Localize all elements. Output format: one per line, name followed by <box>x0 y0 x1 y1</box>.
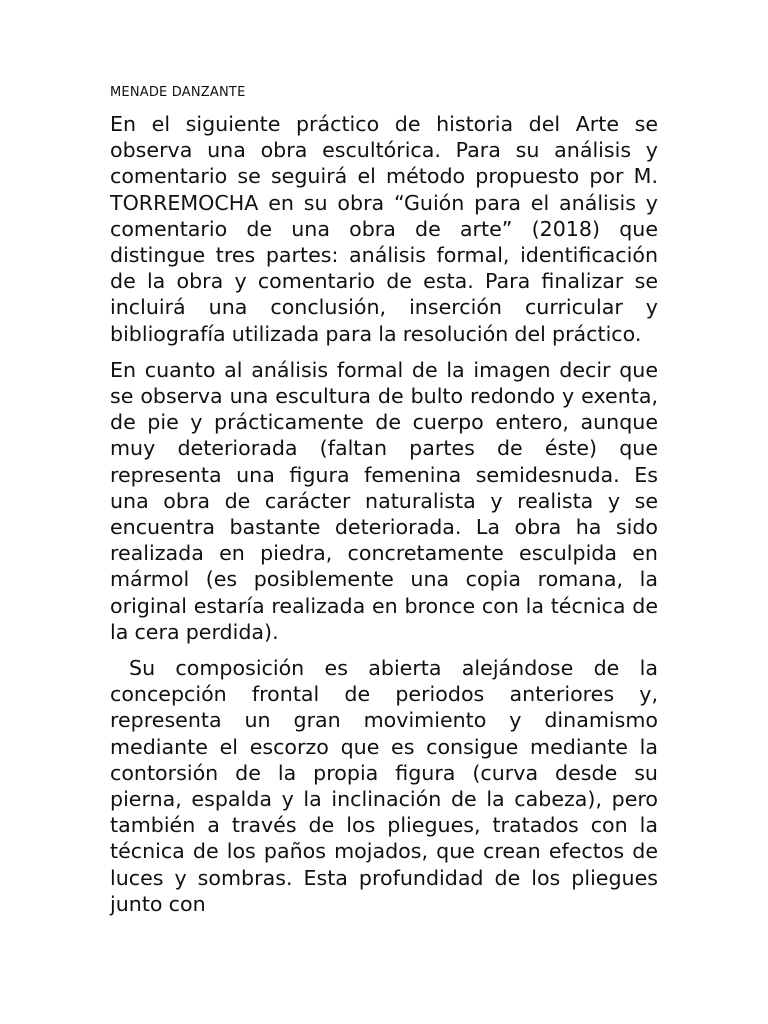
document-body <box>110 84 658 927</box>
paragraph-composition: Su composición es abierta alejándose de la concepción frontal de periodos anteriores y, representa un gran movimiento y dinamismo mediante el escorzo que es consigue mediante la contorsión de la propia figura (curva desde su pierna, espalda y la inclinación de la cabeza), pero también a través de los pliegues, tratados con la técnica de los paños mojados, que crean efectos de luces y sombras. Esta profundidad de los pliegues junto con <box>110 656 658 916</box>
paragraph-formal-analysis: En cuanto al análisis formal de la imagen decir que se observa una escultura de bulto redondo y exenta, de pie y prácticamente de cuerpo entero, aunque muy deteriorada (faltan partes de éste) que representa una figura femenina semidesnuda. Es una obra de carácter naturalista y realista y se encuentra bastante deteriorada. La obra ha sido realizada en piedra, concretamente esculpida en mármol (es posiblemente una copia romana, la original estaría realizada en bronce con la técnica de la cera perdida). <box>110 357 658 644</box>
document-title: MENADE DANZANTE <box>110 85 246 100</box>
paragraph-introduction: En el siguiente práctico de historia del Arte se observa una obra escultórica. Para su análisis y comentario se seguirá el método propuesto por M. TORREMOCHA en su obra “Guión para el análisis y comentario de una obra de arte” (2018) que distingue tres partes: análisis formal, identificación de la obra y comentario de esta. Para finalizar se incluirá una conclusión, inserción curricular y bibliografía utilizada para la resolución del práctico. <box>110 112 658 346</box>
